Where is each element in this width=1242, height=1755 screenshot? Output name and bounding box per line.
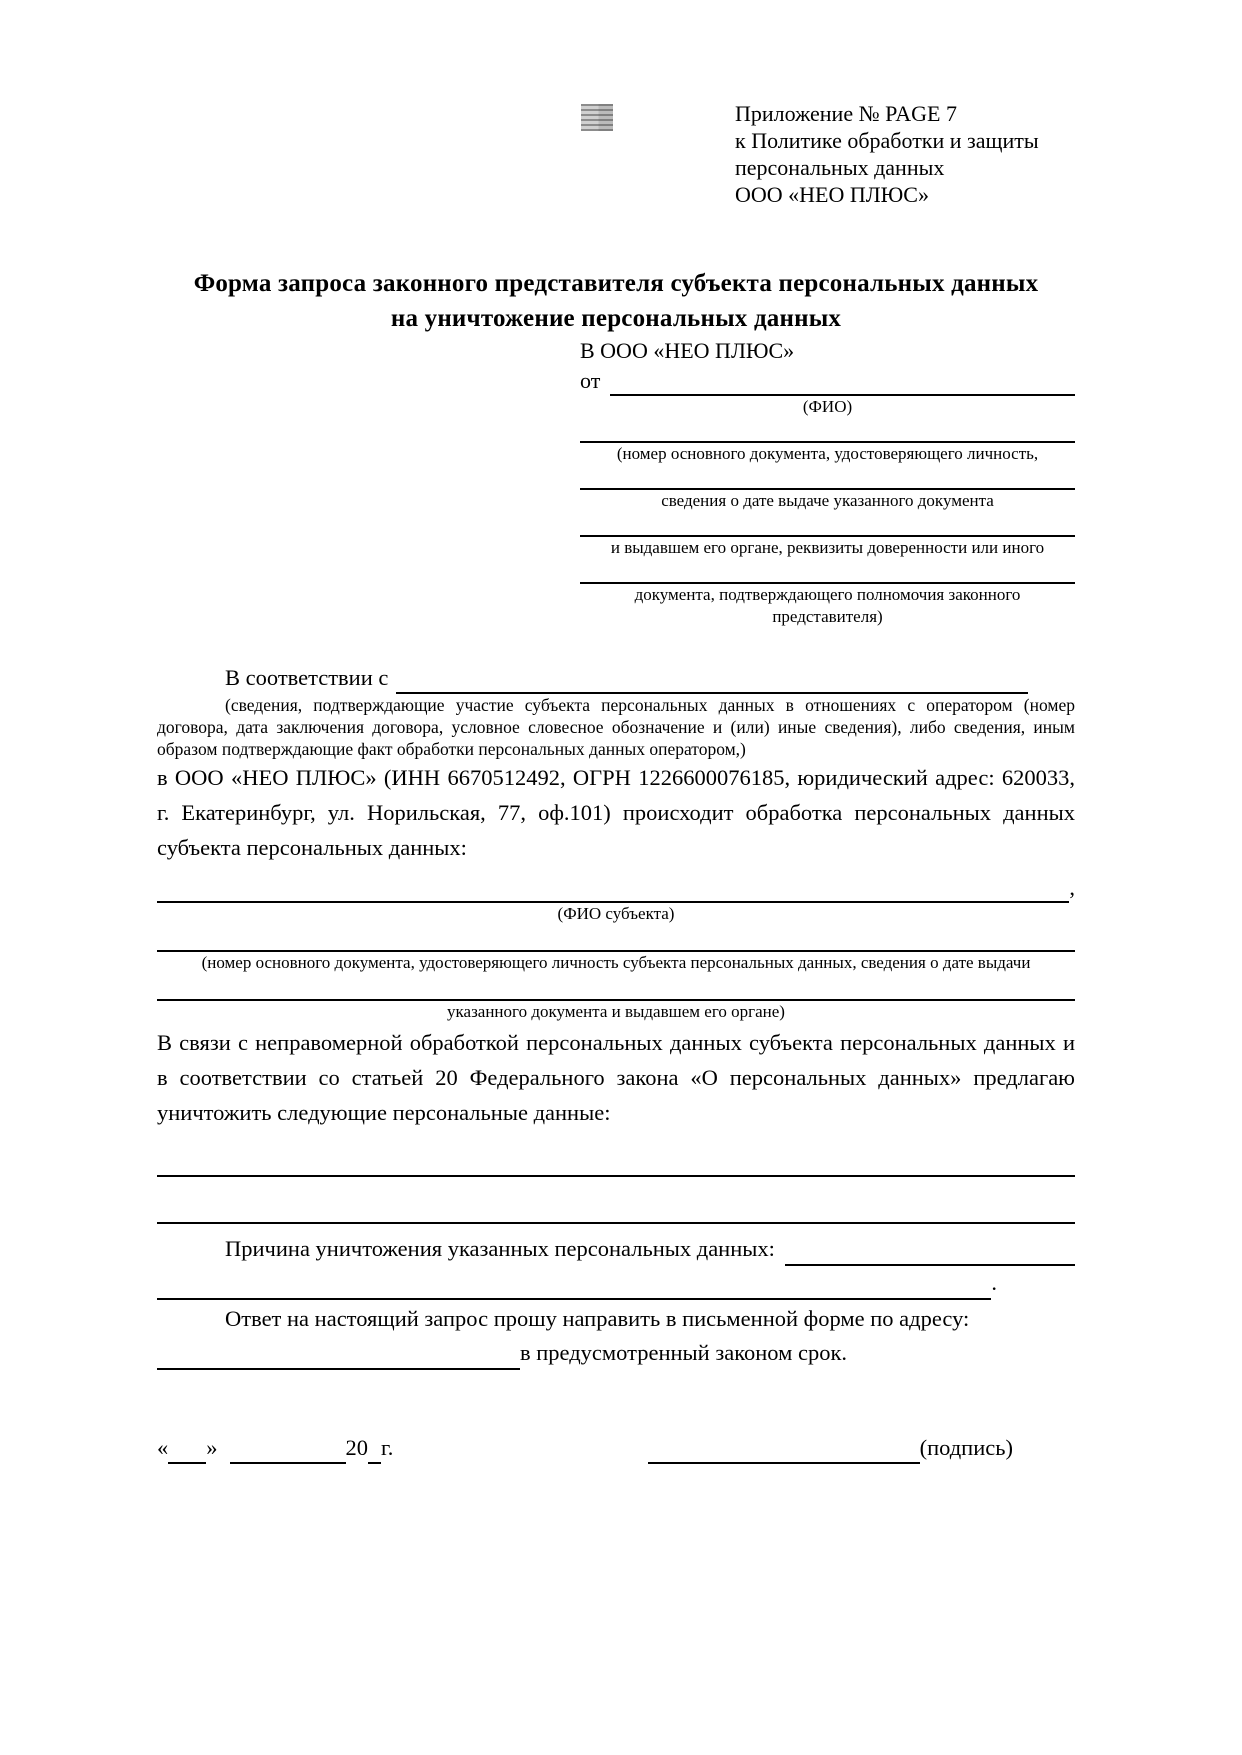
form-body [157, 662, 1075, 1370]
issue-date-caption: сведения о дате выдаче указанного документа [661, 491, 994, 510]
date-month-fill-line [230, 1462, 346, 1464]
subject-authority-fill-line [157, 976, 1075, 1001]
reply-address-fill-line [157, 1368, 520, 1370]
destroy-request-paragraph: В связи с неправомерной обработкой персональных данных субъекта персональных данных и в соответствии со статьей 20 Федерального закона «О персональных данных» предлагаю уничтожить следующие персональные данные: [157, 1030, 1075, 1125]
date-year-fill-line [368, 1462, 381, 1464]
signature-fill-line [648, 1462, 920, 1464]
from-label: от [580, 368, 601, 393]
reason-suffix: . [991, 1270, 997, 1295]
signature-group [648, 1432, 1013, 1464]
from-row [580, 366, 1075, 396]
appendix-header [157, 100, 1075, 208]
reason-label: Причина уничтожения указанных персональных данных: [225, 1236, 775, 1261]
form-title [157, 266, 1075, 336]
issuing-authority-fill-line [580, 512, 1075, 537]
subject-authority-caption: указанного документа и выдавшем его органе) [447, 1002, 785, 1021]
document-number-caption: (номер основного документа, удостоверяющего личность, [616, 444, 1039, 463]
date-day-fill-line [168, 1462, 206, 1464]
power-of-attorney-fill-line [580, 559, 1075, 584]
fio-caption: (ФИО) [802, 397, 853, 416]
addressee-block [580, 336, 1075, 628]
operator-paragraph: в ООО «НЕО ПЛЮС» (ИНН 6670512492, ОГРН 1226600076185, юридический адрес: 620033, г. Екатеринбург, ул. Норильская, 77, оф.101) происходит обработка персональных данных субъекта персональных данных: [157, 765, 1075, 860]
reason-fill-line-2 [157, 1298, 991, 1300]
date-open-quote: « [157, 1435, 169, 1460]
data-to-destroy-fill-line-1 [157, 1152, 1075, 1177]
subject-document-fill-line [157, 927, 1075, 952]
power-of-attorney-caption: документа, подтверждающего полномочия законного представителя) [634, 585, 1021, 626]
issue-date-fill-line [580, 465, 1075, 490]
policy-line: к Политике обработки и защиты [735, 128, 1039, 153]
collapsed-field-code-icon [581, 104, 613, 131]
policy-line-2: персональных данных [735, 155, 945, 180]
form-title-line-2: на уничтожение персональных данных [390, 305, 842, 332]
addressee-company: В ООО «НЕО ПЛЮС» [580, 338, 795, 363]
appendix-number-line: Приложение № PAGE 7 [735, 101, 957, 126]
reply-address-row [157, 1336, 1075, 1370]
issuing-authority-caption: и выдавшем его органе, реквизиты доверенности или иного [610, 538, 1045, 557]
subject-fio-suffix: , [1069, 875, 1075, 900]
signature-footer [157, 1432, 1075, 1464]
appendix-header-text [735, 100, 1039, 208]
date-close-quote: » [206, 1435, 218, 1460]
data-to-destroy-fill-line-2 [157, 1199, 1075, 1224]
year-prefix: 20 [345, 1435, 368, 1460]
accordance-label: В соответствии с [225, 665, 389, 690]
form-title-line-1: Форма запроса законного представителя субъекта персональных данных [193, 270, 1039, 297]
reply-term-text: в предусмотренный законом срок. [520, 1340, 847, 1365]
signature-caption: (подпись) [919, 1435, 1013, 1460]
company-name: ООО «НЕО ПЛЮС» [735, 182, 929, 207]
subject-document-caption: (номер основного документа, удостоверяющего личность субъекта персональных данных, сведения о дате выдачи [201, 953, 1031, 972]
subject-fio-caption: (ФИО субъекта) [557, 904, 675, 923]
reason-continuation-row [157, 1266, 1075, 1300]
document-number-fill-line [580, 418, 1075, 443]
subject-fio-row [157, 873, 1075, 903]
reason-row [157, 1232, 1075, 1266]
accordance-row [157, 662, 1075, 694]
date-group [157, 1432, 393, 1464]
document-content [157, 0, 1075, 1464]
year-suffix: г. [381, 1435, 394, 1460]
accordance-note: (сведения, подтверждающие участие субъекта персональных данных в отношениях с оператором (номер договора, дата заключения договора, условное словесное обозначение и (или) иные сведения), либо сведения, иным образом подтверждающие факт обработки персональных данных оператором,) [157, 695, 1075, 759]
reply-request-paragraph: Ответ на настоящий запрос прошу направить в письменной форме по адресу: [225, 1306, 970, 1331]
reason-fill-line [785, 1264, 1075, 1266]
